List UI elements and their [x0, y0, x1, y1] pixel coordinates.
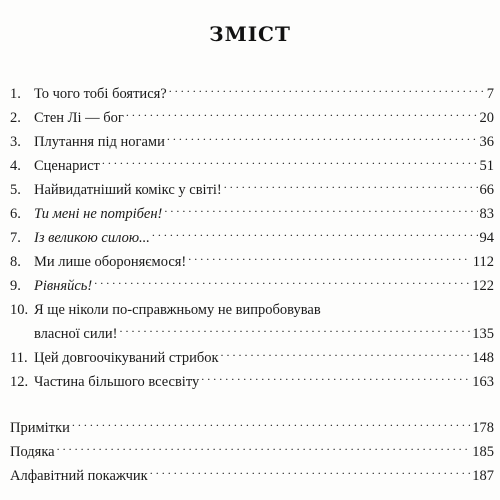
- back-matter: [10, 416, 494, 488]
- chapter-number: 5.: [10, 182, 21, 198]
- page-number: 51: [479, 158, 494, 174]
- back-matter-title: Подяка: [10, 444, 55, 460]
- chapter-title: Цей довгоочікуваний стрибок: [34, 350, 219, 366]
- chapter-title: Стен Лі — бог: [34, 110, 124, 126]
- page-number: 178: [472, 420, 494, 436]
- page-number: 187: [472, 468, 494, 484]
- chapter-number: 8.: [10, 254, 21, 270]
- page-number: 7: [486, 86, 494, 102]
- chapter-number: 6.: [10, 206, 21, 222]
- table-of-contents: [10, 82, 494, 488]
- chapter-title: То чого тобі боятися?: [34, 86, 167, 102]
- dot-leader: [152, 230, 478, 242]
- chapter-title: Із великою силою...: [34, 230, 150, 246]
- page-number: 185: [472, 444, 494, 460]
- page-number: 94: [479, 230, 494, 246]
- toc-entry-10-line-1: [10, 298, 494, 322]
- toc-entry-1: [10, 82, 494, 106]
- page-number: 148: [472, 350, 494, 366]
- section-gap: [10, 394, 494, 416]
- toc-entry-4: [10, 154, 494, 178]
- dot-leader: [167, 134, 478, 146]
- chapter-title-line-2: власної сили!: [34, 326, 118, 342]
- toc-entry-index: [10, 464, 494, 488]
- chapter-number: 7.: [10, 230, 21, 246]
- page-number: 66: [479, 182, 494, 198]
- toc-entry-3: [10, 130, 494, 154]
- chapter-number: 4.: [10, 158, 21, 174]
- chapter-number: 9.: [10, 278, 21, 294]
- back-matter-title: Примітки: [10, 420, 70, 436]
- dot-leader: [150, 468, 471, 480]
- dot-leader: [126, 110, 478, 122]
- chapter-title-line-1: Я ще ніколи по-справжньому не випробовував: [34, 302, 321, 318]
- chapter-title: Частина більшого всесвіту: [34, 374, 200, 390]
- page-number: 122: [472, 278, 494, 294]
- chapter-title: Ти мені не потрібен!: [34, 206, 163, 222]
- toc-entry-9: [10, 274, 494, 298]
- toc-entry-acknowledgements: [10, 440, 494, 464]
- toc-entry-5: [10, 178, 494, 202]
- dot-leader: [169, 86, 485, 98]
- toc-entry-7: [10, 226, 494, 250]
- page-number: 83: [479, 206, 494, 222]
- dot-leader: [224, 182, 478, 194]
- dot-leader: [94, 278, 470, 290]
- dot-leader: [72, 420, 470, 432]
- page-title: ЗМІСТ: [209, 22, 291, 46]
- chapter-title: Плутання під ногами: [34, 134, 165, 150]
- chapter-number: 2.: [10, 110, 21, 126]
- back-matter-title: Алфавітний покажчик: [10, 468, 148, 484]
- chapter-title: Сценарист: [34, 158, 100, 174]
- toc-entry-6: [10, 202, 494, 226]
- dot-leader: [164, 206, 477, 218]
- chapter-number: 12.: [10, 374, 29, 390]
- page-number: 135: [472, 326, 494, 342]
- dot-leader: [102, 158, 478, 170]
- chapter-title: Ми лише обороняємося!: [34, 254, 187, 270]
- chapter-number: 1.: [10, 86, 21, 102]
- dot-leader: [201, 374, 470, 386]
- dot-leader: [221, 350, 471, 362]
- page-number: 20: [479, 110, 494, 126]
- toc-entry-12: [10, 370, 494, 394]
- chapter-number: 10.: [10, 302, 29, 318]
- page-number: 112: [472, 254, 494, 270]
- dot-leader: [119, 326, 470, 338]
- toc-entry-8: [10, 250, 494, 274]
- dot-leader: [57, 444, 471, 456]
- chapter-number: 11.: [10, 350, 28, 366]
- chapter-number: 3.: [10, 134, 21, 150]
- dot-leader: [188, 254, 471, 266]
- page-number: 163: [472, 374, 494, 390]
- chapter-title: Рівняйсь!: [34, 278, 93, 294]
- toc-entry-notes: [10, 416, 494, 440]
- toc-entry-2: [10, 106, 494, 130]
- toc-entry-10-line-2: [10, 322, 494, 346]
- chapter-title: Найвидатніший комікс у світі!: [34, 182, 222, 198]
- page-number: 36: [479, 134, 494, 150]
- toc-entry-11: [10, 346, 494, 370]
